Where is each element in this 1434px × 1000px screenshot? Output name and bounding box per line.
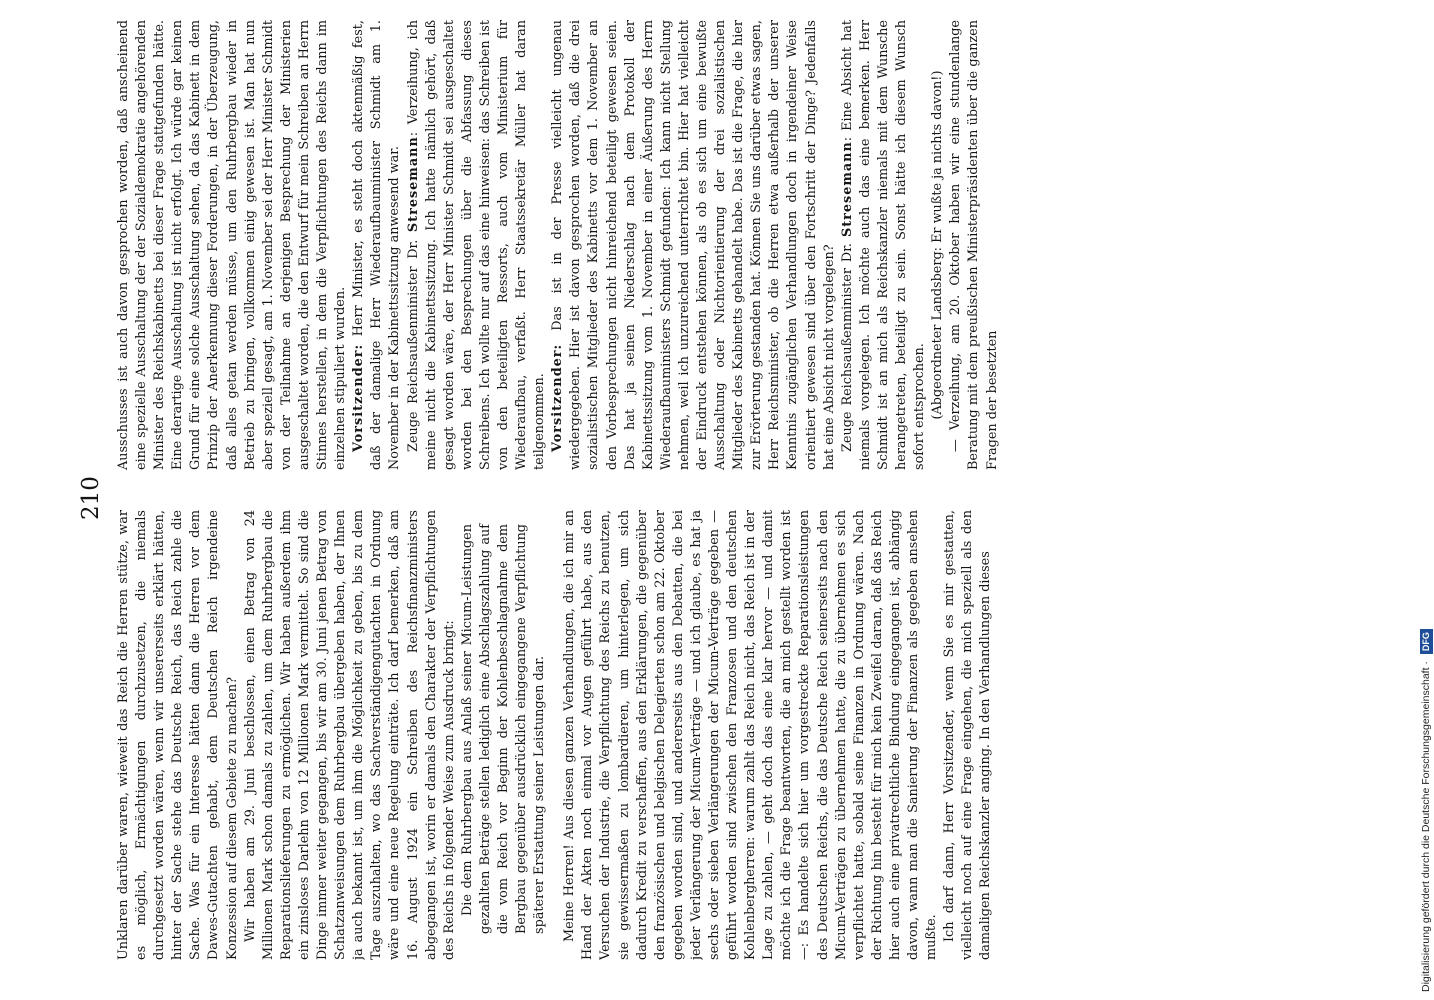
paragraph: Meine Herren! Aus diesen ganzen Verhandlungen, die ich mir an Hand der Akten noch einmal vor Augen geführt habe, aus den Versuchen der Industrie, die Verpflichtung des Reichs zu benutzen, sie gewissermaßen zu lombardieren, um hinterlegen, um sich dadurch Kredit zu verschaffen, aus den Erklärungen, die gegenüber den französischen und belgischen Delegierten schon am 22. Oktober gegeben worden sind, und andererseits aus den Debatten, die bei jeder Verlängerung der Micum-Verträge — und ich glaube, es hat ja sechs oder sieben Verlängerungen der Micum-Verträge gegeben — geführt worden sind zwischen den Franzosen und den deutschen Kohlenbergherren: warum zahlt das Reich nicht, das Reich ist in der Lage zu zahlen, — geht doch das eine klar hervor — und damit möchte ich die Frage beantworten, die an mich gestellt worden ist —: Es handelte sich hier um vorgestreckte Reparationsleistungen des Deutschen Reichs, die das Deutsche Reich seinerseits nach den Micum-Verträgen zu übernehmen hatte, die zu übernehmen es sich verpflichtet hatte, sobald seine Finanzen in Ordnung wären. Nach der Richtung hin besteht für mich kein Zweifel daran, daß das Reich hier auch eine privatrechtliche Bindung eingegangen ist, abhängig davon, wann man die Sanierung der Finanzen als gegeben ansehen mußte.	[562, 510, 940, 960]
speaker-name: Stresemann	[405, 136, 421, 233]
left-column	[115, 510, 1295, 960]
paragraph: Unklaren darüber waren, wieweit das Reich die Herren stütze, war es möglich, Ermächtigungen durchzusetzen, die niemals durchgesetzt worden wären, wenn wir unsererseits erklärt hätten, hinter der Sache stehe das Deutsche Reich, das Reich zahle die Sache. Was für ein Interesse hätten dann die Herren vor dem Dawes-Gutachten gehabt, dem Deutschen Reich irgendeine Konzession auf diesem Gebiete zu machen?	[116, 510, 240, 960]
paragraph: Ausschusses ist auch davon gesprochen worden, daß anscheinend eine spezielle Ausschaltung der der Sozialdemokratie angehörenden Minister des Reichskabinetts bei dieser Frage stattgefunden hätte. Eine derartige Ausschaltung ist nicht erfolgt. Ich würde gar keinen Grund für eine solche Ausschaltung sehen, da das Kabinett in dem Prinzip der Anerkennung dieser Forderungen, in der Überzeugung, daß alles getan werden müsse, um den Ruhrbergbau wieder in Betrieb zu bringen, vollkommen einig gewesen ist. Man hat nun aber speziell gesagt, am 1. November sei der Herr Minister Schmidt von der Teilnahme an derjenigen Besprechung der Ministerien ausgeschaltet worden, die den Entwurf für mein Schreiben an Herrn Stinnes herstellen, in dem die Verpflichtungen des Reichs dann im einzelnen stipuliert wurden.	[116, 20, 349, 470]
speaker-paragraph: Zeuge Reichsaußenminister Dr. Stresemann: Verzeihung, ich meine nicht die Kabinettssitzung. Ich hatte nämlich gehört, daß gesagt worden wäre, der Herr Minister Schmidt sei ausgeschaltet worden bei den Besprechungen über die Abfassung dieses Schreibens. Ich wollte nur auf das eine hinweisen: das Schreiben ist von den beteiligten Ressorts, auch vom Ministerium für Wiederaufbau, verfaßt. Herr Staatssekretär Müller hat daran teilgenommen.	[405, 20, 548, 470]
credit-separator: ·	[1420, 661, 1432, 665]
speaker-paragraph: Vorsitzender: Das ist in der Presse vielleicht ungenau wiedergegeben. Hier ist davon gesprochen worden, daß die drei sozialistischen Mitglieder des Kabinetts vor dem 1. November an den Vorbesprechungen nicht hinreichend beteiligt gewesen seien. Das hat ja seinen Niederschlag nach dem Protokoll der Kabinettssitzung vom 1. November in einer Äußerung des Herrn Wiederaufbauministers Schmidt gefunden: Ich kann nicht Stellung nehmen, weil ich unzureichend unterrichtet bin. Hier hat vielleicht der Eindruck entstehen können, als ob es sich um eine bewußte Ausschaltung oder Nichtorientierung der drei sozialistischen Mitglieder des Kabinetts gehandelt habe. Das ist die Frage, die hier zur Erörterung gestanden hat. Können Sie uns darüber etwas sagen, Herr Reichsminister, ob die Herren etwa außerhalb der unserer Kenntnis zugänglichen Verhandlungen doch in irgendeiner Weise orientiert gewesen sind über den Fortschritt der Dinge? Jedenfalls hat eine Absicht nicht vorgelegen?	[550, 20, 837, 470]
credit-text: Digitalisierung gefördert durch die Deutsche Forschungsgemeinschaft	[1420, 667, 1432, 992]
right-column	[115, 20, 1295, 470]
speaker-name: Vorsitzender:	[351, 343, 367, 452]
dfg-credit	[1418, 2, 1434, 992]
interjection: (Abgeordneter Landsberg: Er wußte ja nichts davon!)	[930, 70, 946, 420]
rotated-scan	[75, 0, 1305, 1000]
dfg-logo: DFG	[1420, 629, 1433, 654]
quoted-passage: Die dem Ruhrbergbau aus Anlaß seiner Micum-Leistungen gezahlten Beträge stellen lediglich eine Abschlagszahlung auf die vom Reich vor Beginn der Kohlenbeschlagnahme dem Bergbau gegenüber ausdrücklich eingegangene Verpflichtung späterer Erstattung seiner Leistungen dar.	[459, 524, 548, 934]
paragraph: Ich darf dann, Herr Vorsitzender, wenn Sie es mir gestatten, vielleicht noch auf eine Frage eingehen, die mich speziell als den damaligen Reichskanzler anging. In den Verhandlungen dieses	[942, 510, 994, 960]
speaker-name: Stresemann	[839, 141, 855, 238]
credit-strip	[1418, 2, 1434, 992]
speaker-name: Vorsitzender:	[550, 343, 566, 452]
document-page	[75, 0, 1305, 1000]
page-number: 210	[78, 476, 104, 520]
speaker-paragraph: Vorsitzender: Herr Minister, es steht doch aktenmäßig fest, daß der damalige Herr Wiederaufbauminister Schmidt am 1. November in der Kabinettssitzung anwesend war.	[351, 20, 403, 470]
speaker-paragraph: Zeuge Reichsaußenminister Dr. Stresemann: Eine Absicht hat niemals vorgelegen. Ich möchte auch das eine bemerken. Herr Schmidt ist an mich als Reichskanzler niemals mit dem Wunsche herangetreten, beteiligt zu sein. Sonst hätte ich diesem Wunsch sofort entsprochen.	[839, 20, 928, 470]
paragraph: Wir haben am 29. Juni beschlossen, einen Betrag von 24 Millionen Mark schon damals zu zahlen, um dem Ruhrbergbau die Reparationslieferungen zu ermöglichen. Wir haben außerdem ihm ein zinsloses Darlehn von 12 Millionen Mark vermittelt. So sind die Dinge immer weiter gegangen, bis wir am 30. Juni jenen Betrag von Schatzanweisungen dem Ruhrbergbau übergeben haben, der Ihnen ja auch bekannt ist, um ihm die Möglichkeit zu geben, bis zu dem Tage auszuhalten, wo das Sachverständigengutachten in Ordnung wäre und eine neue Regelung einträte. Ich darf bemerken, daß am 16. August 1924 ein Schreiben des Reichsfinanzministers abgegangen ist, worin er damals den Charakter der Verpflichtungen des Reichs in folgender Weise zum Ausdruck bringt:	[242, 510, 457, 960]
paragraph: — Verzeihung, am 20. Oktober haben wir eine stundenlange Beratung mit dem preußischen Ministerpräsidenten über die ganzen Fragen der besetzten	[948, 20, 1000, 470]
